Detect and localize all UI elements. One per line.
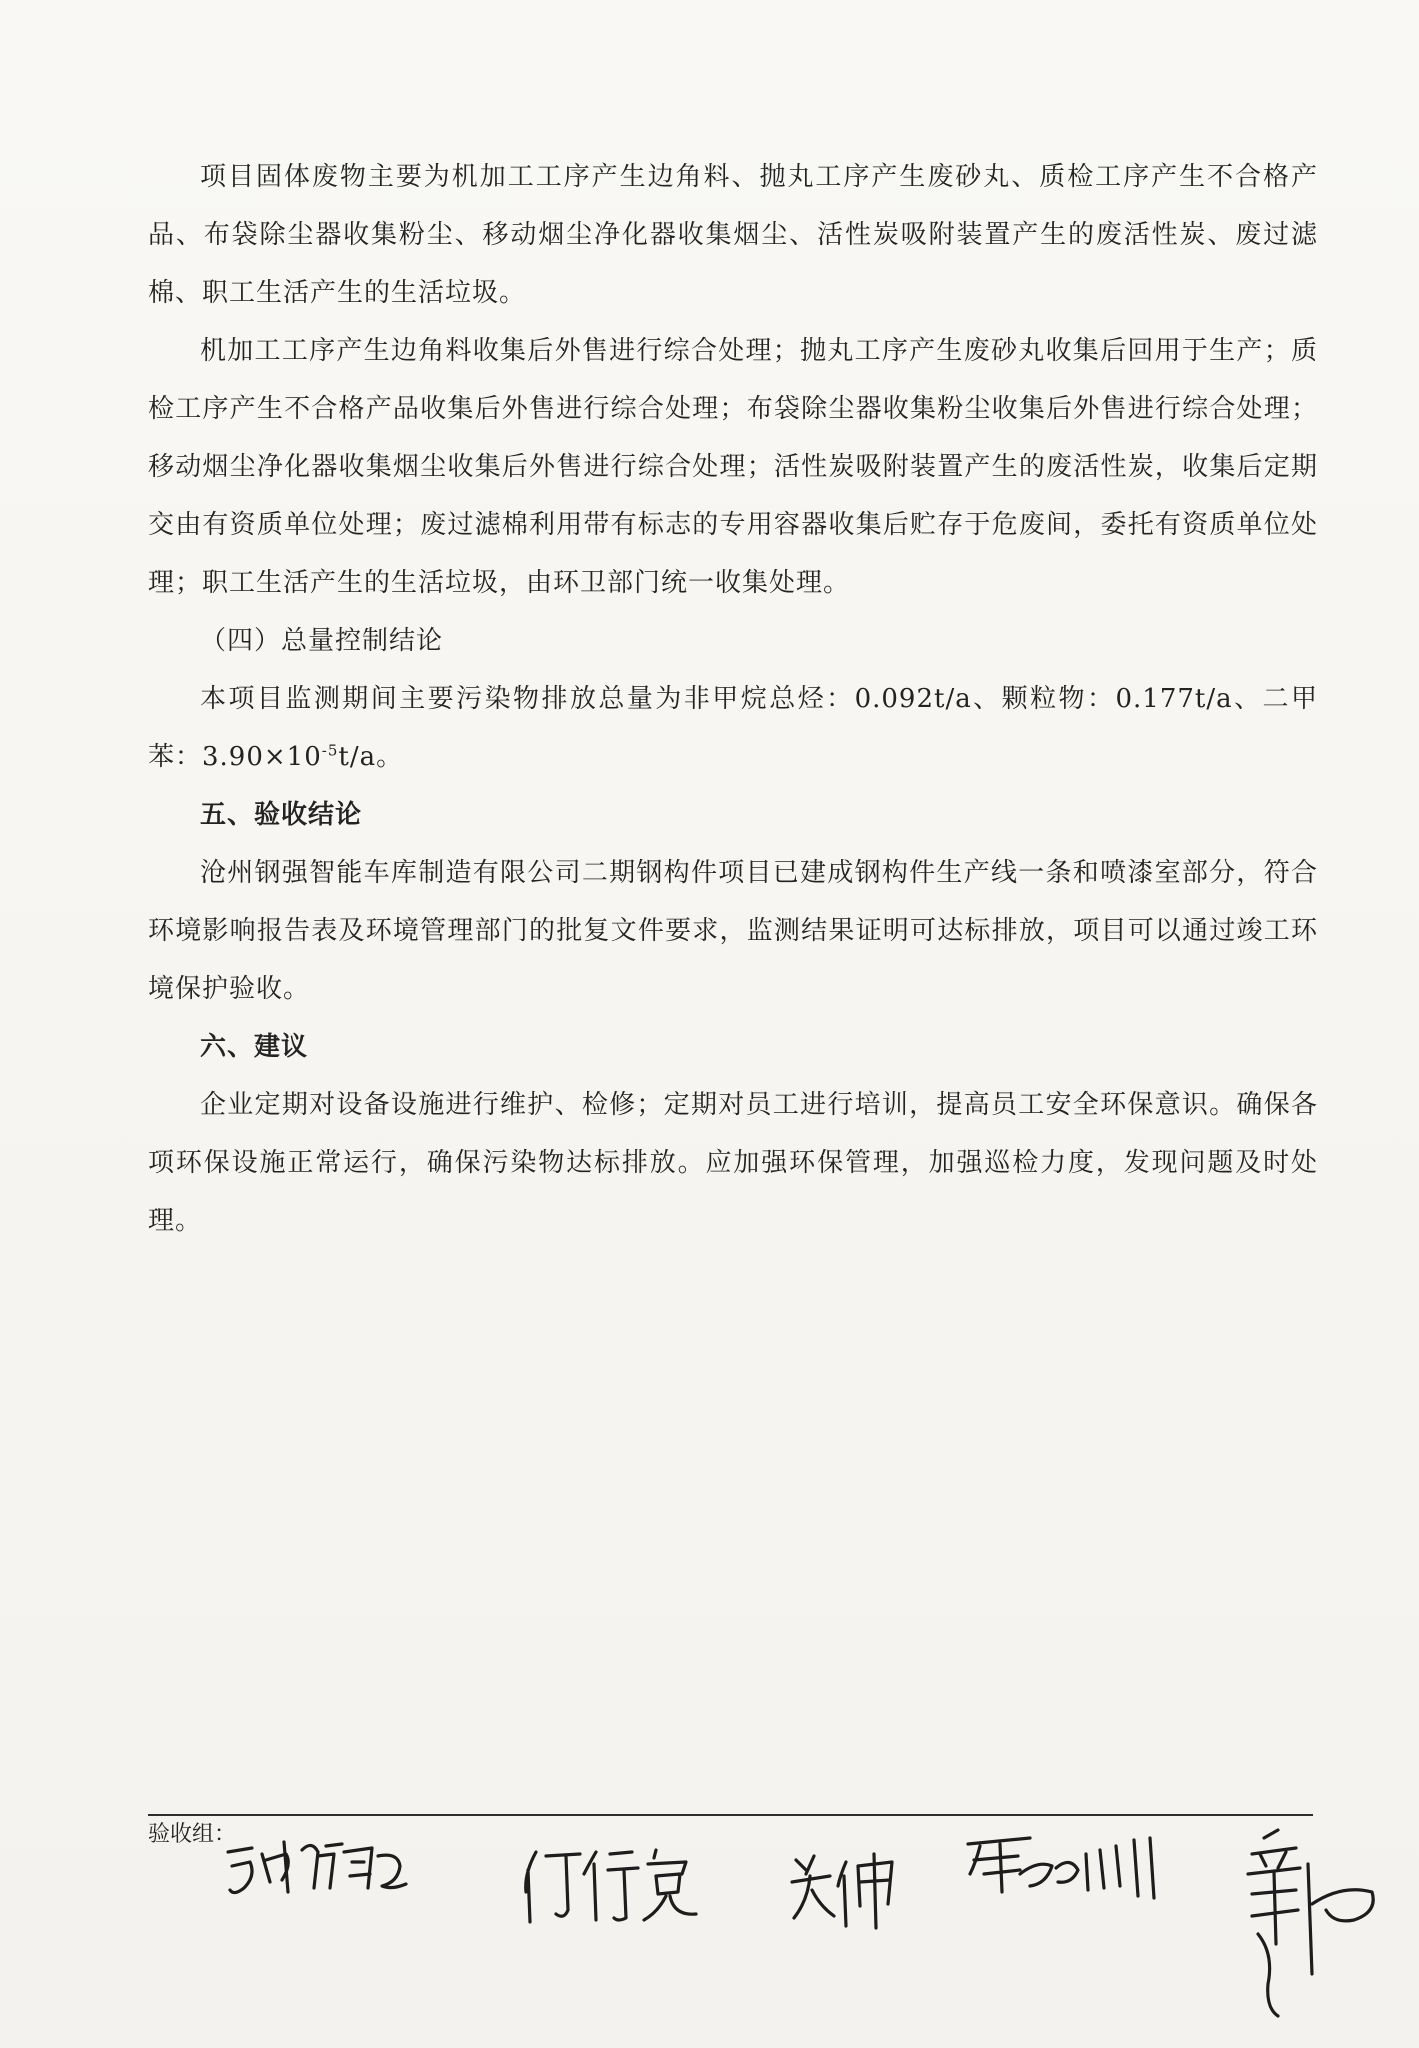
handwritten-signature-2 bbox=[518, 1840, 754, 1926]
solid-waste-paragraph-1: 项目固体废物主要为机加工工序产生边角料、抛丸工序产生废砂丸、质检工序产生不合格产品、布袋除尘器收集粉尘、移动烟尘净化器收集烟尘、活性炭吸附装置产生的废活性炭、废过滤棉、职工生活产生的生活垃圾。 bbox=[148, 162, 1318, 308]
exponent: -5 bbox=[321, 741, 339, 760]
acceptance-group-label: 验收组： bbox=[148, 1822, 237, 1847]
total-control-paragraph bbox=[148, 670, 1318, 786]
document-body bbox=[148, 148, 1318, 1250]
suggestions-paragraph: 企业定期对设备设施进行维护、检修；定期对员工进行培训，提高员工安全环保意识。确保各项环保设施正常运行，确保污染物达标排放。应加强环保管理，加强巡检力度，发现问题及时处理。 bbox=[148, 1090, 1318, 1236]
suggestions-heading: 六、建议 bbox=[200, 1032, 309, 1062]
acceptance-paragraph: 沧州钢强智能车库制造有限公司二期钢构件项目已建成钢构件生产线一条和喷漆室部分，符合环境影响报告表及环境管理部门的批复文件要求，监测结果证明可达标排放，项目可以通过竣工环境保护验收。 bbox=[148, 858, 1318, 1004]
handwritten-signature-3 bbox=[788, 1846, 938, 1930]
total-control-heading: （四）总量控制结论 bbox=[200, 626, 444, 656]
handwritten-signature-1 bbox=[222, 1832, 412, 1902]
total-control-text: 本项目监测期间主要污染物排放总量为非甲烷总烃：0.092t/a、颗粒物：0.177t/a、二甲苯：3.90×10 bbox=[148, 684, 1318, 772]
handwritten-signature-5 bbox=[1238, 1824, 1388, 2024]
total-control-unit: t/a。 bbox=[338, 742, 404, 772]
solid-waste-paragraph-2: 机加工工序产生边角料收集后外售进行综合处理；抛丸工序产生废砂丸收集后回用于生产；质检工序产生不合格产品收集后外售进行综合处理；布袋除尘器收集粉尘收集后外售进行综合处理；移动烟尘净化器收集烟尘收集后外售进行综合处理；活性炭吸附装置产生的废活性炭，收集后定期交由有资质单位处理；废过滤棉利用带有标志的专用容器收集后贮存于危废间，委托有资质单位处理；职工生活产生的生活垃圾，由环卫部门统一收集处理。 bbox=[148, 336, 1318, 598]
acceptance-heading: 五、验收结论 bbox=[200, 800, 363, 830]
handwritten-signature-4 bbox=[960, 1826, 1192, 1904]
signature-divider bbox=[148, 1814, 1313, 1816]
